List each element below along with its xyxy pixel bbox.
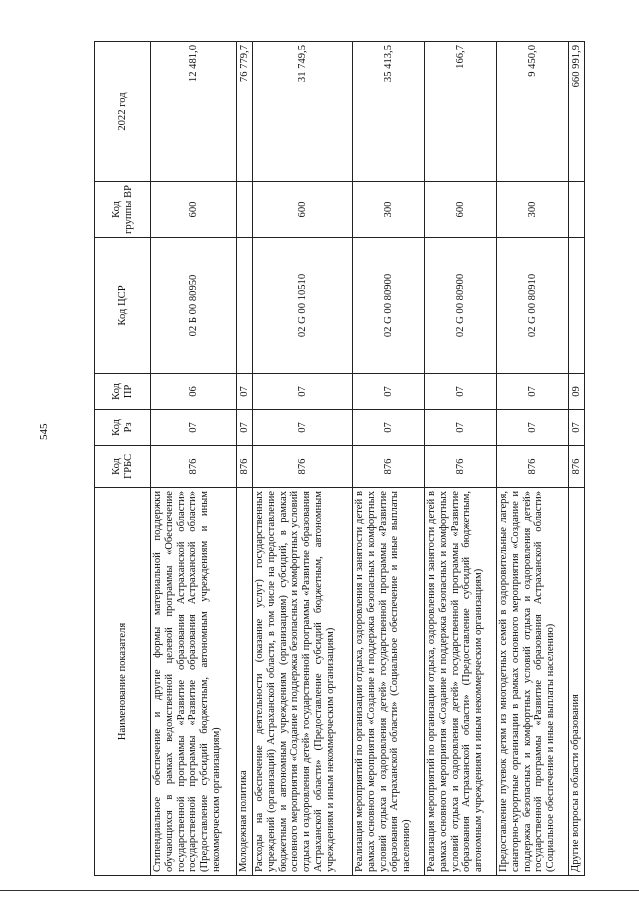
table-row <box>151 42 237 876</box>
row-grbs: 876 <box>151 446 237 488</box>
row-amount: 660 991,9 <box>569 42 585 182</box>
row-grbs: 876 <box>353 446 425 488</box>
row-rz: 07 <box>353 410 425 446</box>
header-year: 2022 год <box>95 42 151 182</box>
row-csr: 02 G 00 80910 <box>497 238 569 374</box>
budget-table <box>94 41 585 876</box>
row-csr <box>569 238 585 374</box>
row-vr: 600 <box>151 182 237 238</box>
row-amount: 166,7 <box>425 42 497 182</box>
table-row <box>497 42 569 876</box>
row-amount: 12 481,0 <box>151 42 237 182</box>
row-amount: 9 450,0 <box>497 42 569 182</box>
row-vr: 300 <box>353 182 425 238</box>
row-csr: 02 G 00 80900 <box>425 238 497 374</box>
row-vr: 600 <box>253 182 353 238</box>
table-row <box>569 42 585 876</box>
table-header-row <box>95 42 151 876</box>
row-name: Реализация мероприятий по организации отдыха, оздоровления и занятости детей в рамках основного мероприятия «Создание и поддержка безопасных и комфортных условий отдыха и оздоровления детей» государственной программы «Развитие образования Астраханской области» (Предоставление субсидий бюджетным, автономным учреждениям и иным некоммерческим организациям) <box>425 488 497 876</box>
row-rz: 07 <box>425 410 497 446</box>
row-name: Расходы на обеспечение деятельности (оказание услуг) государственных учреждений (организаций) Астраханской области, в том числе на предоставление бюджетным и автономным учреждениям (организациям) субсидий, в рамках основного мероприятия «Создание и поддержка безопасных и комфортных условий отдыха и оздоровления детей» государственной программы «Развитие образования Астраханской области» (Предоставление субсидий бюджетным, автономным учреждениям и иным некоммерческим организациям) <box>253 488 353 876</box>
row-grbs: 876 <box>497 446 569 488</box>
row-grbs: 876 <box>425 446 497 488</box>
row-grbs: 876 <box>237 446 253 488</box>
row-csr: 02 G 00 10510 <box>253 238 353 374</box>
row-pr: 07 <box>353 374 425 410</box>
row-pr: 09 <box>569 374 585 410</box>
row-name: Предоставление путевок детям из многодетных семей в оздоровительные лагеря, санаторно-курортные организации в рамках основного мероприятия «Создание и поддержка безопасных и комфортных условий отдыха и оздоровления детей» государственной программы «Развитие образования Астраханской области» (Социальное обеспечение и иные выплаты населению) <box>497 488 569 876</box>
row-amount: 31 749,5 <box>253 42 353 182</box>
row-rz: 07 <box>497 410 569 446</box>
header-rz: Код Рз <box>95 410 151 446</box>
page-bottom-divider <box>0 890 639 891</box>
row-name: Другие вопросы в области образования <box>569 488 585 876</box>
table-row <box>353 42 425 876</box>
table-row <box>425 42 497 876</box>
header-grbs: Код ГРБС <box>95 446 151 488</box>
header-name: Наименование показателя <box>95 488 151 876</box>
row-amount: 76 779,7 <box>237 42 253 182</box>
page-number: 545 <box>38 423 50 440</box>
row-rz: 07 <box>237 410 253 446</box>
row-csr: 02 Б 00 80950 <box>151 238 237 374</box>
row-vr <box>569 182 585 238</box>
row-pr: 07 <box>253 374 353 410</box>
row-name: Стипендиальное обеспечение и другие формы материальной поддержки обучающихся в рамках ведомственной целевой программы «Обеспечение государственной программы «Развитие образования Астраханской области» государственной программы «Развитие образования Астраханской области» (Предоставление субсидий бюджетным, автономным учреждениям и иным некоммерческим организациям) <box>151 488 237 876</box>
row-rz: 07 <box>569 410 585 446</box>
row-vr: 300 <box>497 182 569 238</box>
row-vr: 600 <box>425 182 497 238</box>
row-name: Реализация мероприятий по организации отдыха, оздоровления и занятости детей в рамках основного мероприятия «Создание и поддержка безопасных и комфортных условий отдыха и оздоровления детей» государственной программы «Развитие образования Астраханской области» (Социальное обеспечение и иные выплаты населению) <box>353 488 425 876</box>
row-rz: 07 <box>151 410 237 446</box>
header-pr: Код ПР <box>95 374 151 410</box>
row-rz: 07 <box>253 410 353 446</box>
rotated-table-container <box>94 42 582 876</box>
row-csr <box>237 238 253 374</box>
header-vr: Код группы ВР <box>95 182 151 238</box>
row-pr: 07 <box>425 374 497 410</box>
table-row <box>237 42 253 876</box>
row-vr <box>237 182 253 238</box>
row-grbs: 876 <box>569 446 585 488</box>
row-csr: 02 G 00 80900 <box>353 238 425 374</box>
row-pr: 07 <box>497 374 569 410</box>
table-row <box>253 42 353 876</box>
row-amount: 35 413,5 <box>353 42 425 182</box>
header-csr: Код ЦСР <box>95 238 151 374</box>
row-name: Молодежная политика <box>237 488 253 876</box>
row-pr: 06 <box>151 374 237 410</box>
row-grbs: 876 <box>253 446 353 488</box>
row-pr: 07 <box>237 374 253 410</box>
